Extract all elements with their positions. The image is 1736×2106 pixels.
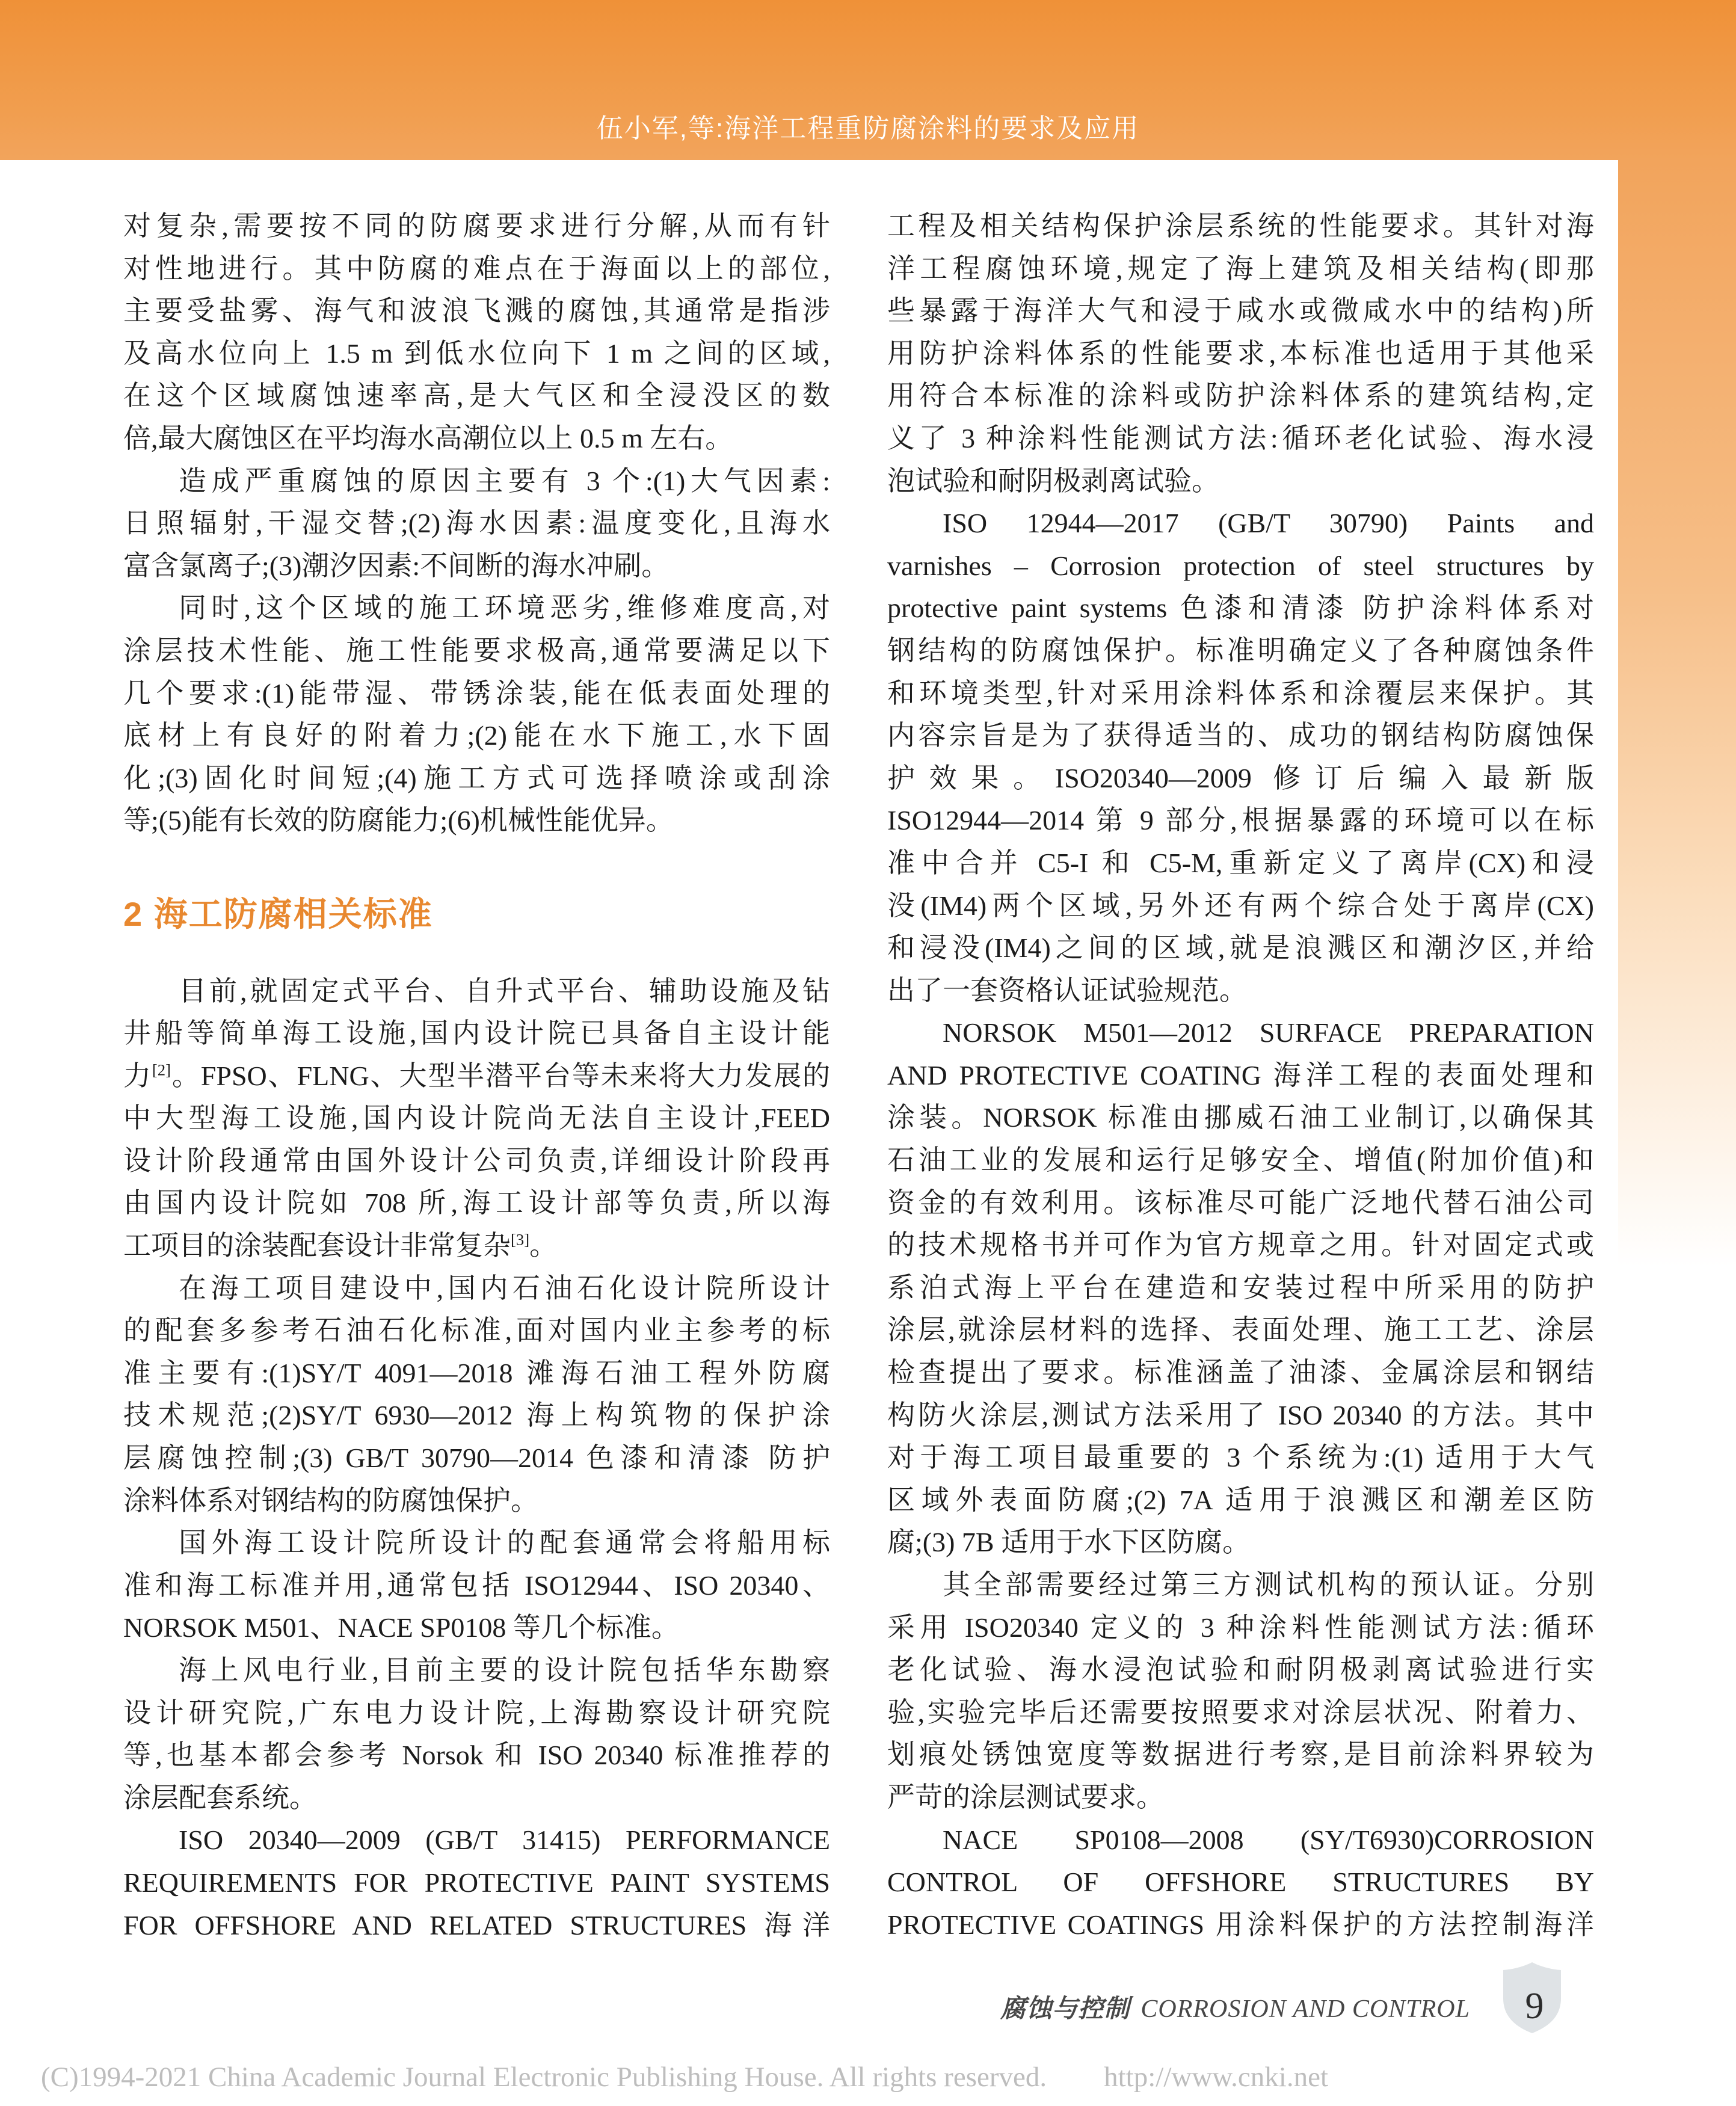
text-line: ISO 12944—2017 (GB/T 30790) Paints and	[943, 508, 1594, 539]
text-line: 涂层技术性能、施工性能要求极高,通常要满足以下	[123, 635, 830, 666]
text-line: 涂料体系对钢结构的防腐蚀保护。	[123, 1485, 538, 1516]
text-line: 验,实验完毕后还需要按照要求对涂层状况、附着力、	[887, 1696, 1594, 1728]
section-heading: 2 海工防腐相关标准	[123, 894, 433, 933]
left-column	[123, 205, 830, 1947]
text-line: 义了 3 种涂料性能测试方法:循环老化试验、海水浸	[887, 422, 1594, 454]
paragraph	[887, 1819, 1594, 1947]
text-line: 检查提出了要求。标准涵盖了油漆、金属涂层和钢结	[887, 1357, 1594, 1388]
text-line: 在这个区域腐蚀速率高,是大气区和全浸没区的数	[123, 380, 830, 411]
text-line: 其全部需要经过第三方测试机构的预认证。分别	[943, 1569, 1594, 1600]
text-line: 设计研究院,广东电力设计院,上海勘察设计研究院	[123, 1697, 830, 1728]
journal-title-en: CORROSION AND CONTROL	[1140, 1995, 1470, 2023]
copyright-text: (C)1994-2021 China Academic Journal Electronic Publishing House. All rights reserved.	[41, 2061, 1047, 2093]
text-line: 涂层,就涂层材料的选择、表面处理、施工工艺、涂层	[887, 1314, 1594, 1346]
text-line: 中大型海工设施,国内设计院尚无法自主设计,FEED	[123, 1103, 830, 1134]
text-line: 洋工程腐蚀环境,规定了海上建筑及相关结构(即那	[887, 253, 1594, 284]
paragraph	[123, 1522, 830, 1649]
text-line: 腐;(3) 7B 适用于水下区防腐。	[887, 1527, 1251, 1558]
text-line: 化;(3)固化时间短;(4)施工方式可选择喷涂或刮涂	[123, 762, 830, 793]
text-line: 准中合并 C5-I 和 C5-M,重新定义了离岸(CX)和浸	[887, 847, 1594, 878]
text-line: 用防护涂料体系的性能要求,本标准也适用于其他采	[887, 337, 1594, 369]
text-line: 目前,就固定式平台、自升式平台、辅助设施及钻	[179, 975, 830, 1006]
text-line: varnishes – Corrosion protection of steel structures by	[887, 550, 1594, 581]
text-line: PROTECTIVE COATINGS 用涂料保护的方法控制海洋	[887, 1909, 1594, 1940]
text-line: 倍,最大腐蚀区在平均海水高潮位以上 0.5 m 左右。	[123, 422, 733, 454]
text-line: 国外海工设计院所设计的配套通常会将船用标	[179, 1527, 830, 1559]
text-line: 富含氯离子;(3)潮汐因素:不间断的海水冲刷。	[123, 550, 669, 581]
copyright-notice	[41, 2060, 1665, 2095]
text-line: 层腐蚀控制;(3) GB/T 30790—2014 色漆和清漆 防护	[123, 1442, 830, 1474]
header-band	[0, 0, 1736, 160]
text-line: 采用 ISO20340 定义的 3 种涂料性能测试方法:循环	[887, 1612, 1594, 1643]
text-line: 系泊式海上平台在建造和安装过程中所采用的防护	[887, 1272, 1594, 1303]
text-line: 力[2]。FPSO、FLNG、大型半潜平台等未来将大力发展的	[123, 1060, 831, 1091]
text-line: 石油工业的发展和运行足够安全、增值(附加价值)和	[887, 1145, 1594, 1176]
text-line: 由国内设计院如 708 所,海工设计部等负责,所以海	[123, 1187, 830, 1219]
paragraph	[887, 205, 1594, 502]
paragraph	[123, 205, 830, 460]
text-line: NORSOK M501—2012 SURFACE PREPARATION	[943, 1017, 1594, 1048]
text-line: 出了一套资格认证试验规范。	[887, 974, 1247, 1006]
text-line: 和环境类型,针对采用涂料体系和涂覆层来保护。其	[887, 677, 1594, 709]
right-column	[887, 205, 1594, 1946]
text-line: 内容宗旨是为了获得适当的、成功的钢结构防腐蚀保	[887, 720, 1594, 751]
text-line: 工程及相关结构保护涂层系统的性能要求。其针对海	[887, 211, 1594, 241]
paragraph	[123, 1819, 830, 1947]
text-line: 构防火涂层,测试方法采用了 ISO 20340 的方法。其中	[887, 1399, 1594, 1430]
text-line: ISO12944—2014 第 9 部分,根据暴露的环境可以在标	[887, 805, 1594, 836]
right-margin-gradient	[1618, 160, 1736, 1267]
text-line: ISO 20340—2009 (GB/T 31415) PERFORMANCE	[179, 1824, 830, 1856]
text-line: 在海工项目建设中,国内石油石化设计院所设计	[179, 1272, 830, 1304]
paragraph	[123, 970, 830, 1267]
text-line: 的技术规格书并可作为官方规章之用。针对固定式或	[887, 1230, 1594, 1261]
text-line: 造成严重腐蚀的原因主要有 3 个:(1)大气因素:	[179, 465, 830, 496]
text-line: 和浸没(IM4)之间的区域,就是浪溅区和潮汐区,并给	[887, 932, 1594, 964]
text-line: 严苛的涂层测试要求。	[887, 1781, 1164, 1812]
page-number-badge	[1500, 1961, 1564, 2034]
text-line: 涂装。NORSOK 标准由挪威石油工业制订,以确保其	[887, 1102, 1594, 1133]
text-line: 泡试验和耐阴极剥离试验。	[887, 465, 1219, 496]
text-line: 没(IM4)两个区域,另外还有两个综合处于离岸(CX)	[887, 890, 1594, 921]
text-line: 对性地进行。其中防腐的难点在于海面以上的部位,	[123, 253, 830, 284]
text-line: 几个要求:(1)能带湿、带锈涂装,能在低表面处理的	[123, 677, 830, 709]
text-line: 准主要有:(1)SY/T 4091—2018 滩海石油工程外防腐	[123, 1357, 830, 1388]
text-line: 资金的有效利用。该标准尽可能广泛地代替石油公司	[887, 1187, 1594, 1218]
text-line: protective paint systems 色漆和清漆 防护涂料体系对	[887, 593, 1594, 624]
text-line: 及高水位向上 1.5 m 到低水位向下 1 m 之间的区域,	[123, 337, 830, 369]
text-line: 日照辐射,干湿交替;(2)海水因素:温度变化,且海水	[123, 508, 830, 539]
journal-title-cn: 腐蚀与控制	[1000, 1995, 1130, 2023]
text-line: 海上风电行业,目前主要的设计院包括华东勘察	[179, 1655, 830, 1686]
text-line: 老化试验、海水浸泡试验和耐阴极剥离试验进行实	[887, 1654, 1594, 1686]
text-line: 用符合本标准的涂料或防护涂料体系的建筑结构,定	[887, 380, 1594, 411]
text-line: 同时,这个区域的施工环境恶劣,维修难度高,对	[179, 593, 830, 624]
paragraph	[123, 587, 830, 842]
text-line: 准和海工标准并用,通常包括 ISO12944、ISO 20340、	[123, 1569, 830, 1601]
paragraph	[123, 460, 830, 588]
text-line: NORSOK M501、NACE SP0108 等几个标准。	[123, 1612, 679, 1643]
paragraph	[887, 1564, 1594, 1819]
text-line: CONTROL OF OFFSHORE STRUCTURES BY	[887, 1867, 1594, 1898]
text-line: 的配套多参考石油石化标准,面对国内业主参考的标	[123, 1315, 830, 1346]
text-line: 对复杂,需要按不同的防腐要求进行分解,从而有针	[123, 211, 830, 241]
text-line: REQUIREMENTS FOR PROTECTIVE PAINT SYSTEMS	[123, 1867, 830, 1898]
paragraph	[123, 1267, 830, 1523]
text-line: 钢结构的防腐蚀保护。标准明确定义了各种腐蚀条件	[887, 635, 1594, 666]
text-line: 对于海工项目最重要的 3 个系统为:(1) 适用于大气	[887, 1442, 1594, 1473]
text-line: 等;(5)能有长效的防腐能力;(6)机械性能优异。	[123, 805, 674, 836]
paragraph	[887, 1012, 1594, 1564]
text-line: 涂层配套系统。	[123, 1782, 317, 1813]
text-line: 护效果。ISO20340—2009 修订后编入最新版	[887, 762, 1594, 793]
text-line: AND PROTECTIVE COATING 海洋工程的表面处理和	[887, 1059, 1594, 1091]
paragraph	[887, 502, 1594, 1012]
running-title: 伍小军,等:海洋工程重防腐涂料的要求及应用	[596, 114, 1140, 143]
page-number: 9	[1525, 1986, 1544, 2027]
text-line: 划痕处锈蚀宽度等数据进行考察,是目前涂料界较为	[887, 1739, 1594, 1770]
text-line: 底材上有良好的附着力;(2)能在水下施工,水下固	[123, 720, 830, 751]
text-line: 等,也基本都会参考 Norsok 和 ISO 20340 标准推荐的	[123, 1740, 830, 1771]
text-line: 设计阶段通常由国外设计公司负责,详细设计阶段再	[123, 1145, 830, 1176]
text-line: FOR OFFSHORE AND RELATED STRUCTURES 海洋	[123, 1909, 830, 1941]
text-line: 主要受盐雾、海气和波浪飞溅的腐蚀,其通常是指涉	[123, 295, 830, 327]
text-line: 些暴露于海洋大气和浸于咸水或微咸水中的结构)所	[887, 295, 1594, 327]
paragraph	[123, 1649, 830, 1819]
copyright-url: http://www.cnki.net	[1104, 2061, 1329, 2093]
text-line: 技术规范;(2)SY/T 6930—2012 海上构筑物的保护涂	[123, 1400, 830, 1431]
text-line: 区域外表面防腐;(2) 7A 适用于浪溅区和潮差区防	[887, 1484, 1594, 1515]
text-line: 井船等简单海工设施,国内设计院已具备自主设计能	[123, 1018, 830, 1049]
text-line: 工项目的涂装配套设计非常复杂[3]。	[123, 1230, 558, 1261]
text-line: NACE SP0108—2008 (SY/T6930)CORROSION	[943, 1824, 1594, 1855]
journal-footer	[0, 1992, 1470, 2026]
